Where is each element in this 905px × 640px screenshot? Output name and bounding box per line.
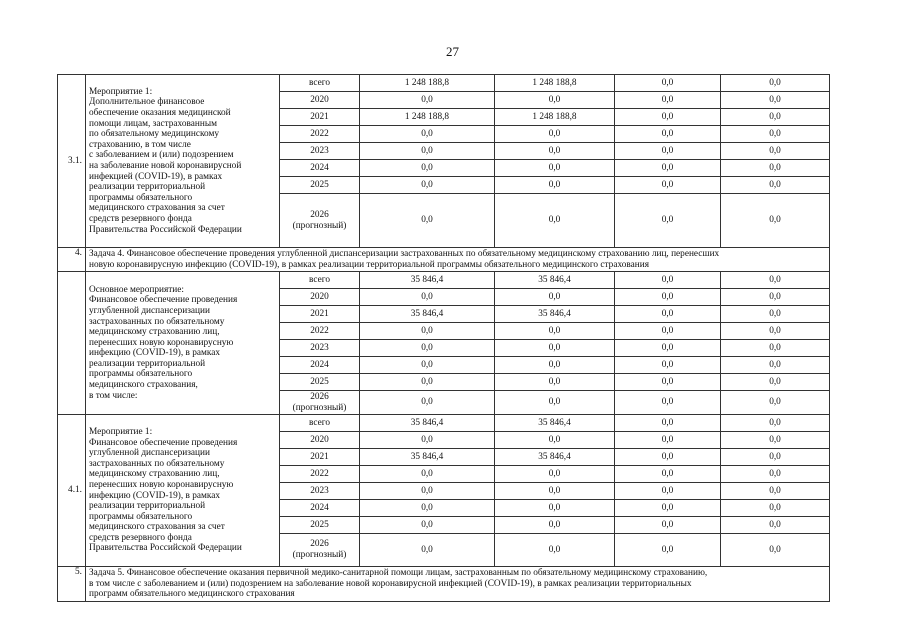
- block-name-line: углубленной диспансеризации: [89, 305, 210, 316]
- block-name-line: средств резервного фонда: [89, 532, 192, 543]
- value-cell: 0,0: [615, 75, 721, 92]
- value-cell: 0,0: [721, 109, 830, 126]
- block-name-line: Правительства Российской Федерации: [89, 543, 242, 554]
- value-cell: 1 248 188,8: [360, 109, 495, 126]
- block-name-line: с заболеванием и (или) подозрением: [89, 150, 234, 161]
- value-cell: 0,0: [721, 306, 830, 323]
- forecast-label: (прогнозный): [292, 550, 347, 560]
- year-2024: 2024: [280, 160, 360, 177]
- block-4-1: [58, 415, 830, 567]
- value-cell: 0,0: [615, 517, 721, 534]
- block-3-1: [58, 75, 830, 248]
- year-2020: 2020: [280, 289, 360, 306]
- block-name-line: Мероприятие 1:: [89, 86, 153, 97]
- value-cell: 35 846,4: [360, 449, 495, 466]
- value-cell: 35 846,4: [495, 306, 615, 323]
- value-cell: 0,0: [721, 194, 830, 248]
- value-cell: 0,0: [615, 374, 721, 391]
- value-cell: 0,0: [721, 391, 830, 415]
- block-name-line: Основное мероприятие:: [89, 284, 184, 295]
- year-2022: 2022: [280, 323, 360, 340]
- value-cell: 0,0: [615, 272, 721, 289]
- forecast-label: (прогнозный): [292, 402, 347, 413]
- value-cell: 0,0: [721, 160, 830, 177]
- value-cell: 0,0: [615, 466, 721, 483]
- value-cell: 0,0: [360, 534, 495, 567]
- block-name-line: Мероприятие 1:: [89, 426, 153, 437]
- year-2026: [280, 194, 360, 248]
- block-name-line: инфекцию (COVID-19), в рамках: [89, 348, 221, 359]
- value-cell: 0,0: [360, 323, 495, 340]
- year-total: всего: [280, 415, 360, 432]
- value-cell: 0,0: [615, 306, 721, 323]
- value-cell: 0,0: [495, 374, 615, 391]
- budget-table: [57, 74, 830, 602]
- block-number: 4.1.: [58, 415, 86, 567]
- block-name-line: инфекцию (COVID-19), в рамках: [89, 490, 221, 501]
- year-total: всего: [280, 75, 360, 92]
- value-cell: 1 248 188,8: [495, 75, 615, 92]
- year-2022: 2022: [280, 466, 360, 483]
- value-cell: 0,0: [721, 534, 830, 567]
- block-name-line: помощи лицам, застрахованным: [89, 118, 217, 129]
- task-text: [86, 248, 830, 272]
- year-2021: 2021: [280, 306, 360, 323]
- value-cell: 0,0: [615, 109, 721, 126]
- value-cell: 0,0: [615, 177, 721, 194]
- block-name-line: медицинского страхования,: [89, 380, 198, 391]
- block-name-line: Финансовое обеспечение проведения: [89, 437, 238, 448]
- value-cell: 0,0: [360, 500, 495, 517]
- page-number: 27: [446, 44, 459, 59]
- value-cell: 0,0: [360, 340, 495, 357]
- value-cell: 0,0: [615, 391, 721, 415]
- value-cell: 0,0: [495, 483, 615, 500]
- block-name-line: Правительства Российской Федерации: [89, 224, 242, 235]
- value-cell: 0,0: [721, 126, 830, 143]
- task-number: 4.: [58, 248, 86, 272]
- year-2022: 2022: [280, 126, 360, 143]
- value-cell: 0,0: [721, 432, 830, 449]
- year-2025: 2025: [280, 374, 360, 391]
- value-cell: 0,0: [721, 143, 830, 160]
- value-cell: 0,0: [495, 194, 615, 248]
- value-cell: 0,0: [721, 483, 830, 500]
- year-total: всего: [280, 272, 360, 289]
- value-cell: 0,0: [721, 177, 830, 194]
- task-line: новую коронавирусную инфекцию (COVID-19), в рамках реализации территориальной программы обязательного медицинского страхования: [89, 259, 650, 270]
- task-line: Задача 4. Финансовое обеспечение проведения углубленной диспансеризации застрахованных по обязательному медицинскому страхованию лиц, перенесших: [89, 248, 720, 259]
- value-cell: 0,0: [495, 92, 615, 109]
- year-2021: 2021: [280, 449, 360, 466]
- block-name-line: углубленной диспансеризации: [89, 448, 210, 459]
- block-name: [86, 75, 280, 248]
- value-cell: 0,0: [615, 357, 721, 374]
- year-2023: 2023: [280, 340, 360, 357]
- value-cell: 35 846,4: [495, 449, 615, 466]
- block-name: [86, 415, 280, 567]
- value-cell: 0,0: [615, 500, 721, 517]
- block-name-line: программы обязательного: [89, 511, 193, 522]
- year-2021: 2021: [280, 109, 360, 126]
- block-name-line: обеспечение оказания медицинской: [89, 108, 231, 119]
- value-cell: 0,0: [721, 500, 830, 517]
- value-cell: 0,0: [360, 177, 495, 194]
- value-cell: 0,0: [360, 391, 495, 415]
- year-2026-label: 2026: [310, 391, 329, 402]
- value-cell: 0,0: [615, 432, 721, 449]
- block-name-line: реализации территориальной: [89, 501, 206, 512]
- task-line: программ обязательного медицинского страхования: [89, 589, 295, 600]
- value-cell: 0,0: [495, 466, 615, 483]
- value-cell: 0,0: [721, 374, 830, 391]
- value-cell: 0,0: [721, 92, 830, 109]
- block-name-line: застрахованных по обязательному: [89, 316, 225, 327]
- value-cell: 0,0: [360, 357, 495, 374]
- block-name-line: перенесших новую коронавирусную: [89, 479, 234, 490]
- value-cell: 0,0: [360, 483, 495, 500]
- block-main-event: [58, 272, 830, 415]
- year-2020: 2020: [280, 92, 360, 109]
- value-cell: 0,0: [495, 177, 615, 194]
- value-cell: 0,0: [495, 517, 615, 534]
- block-name-line: по обязательному медицинскому: [89, 129, 219, 140]
- task-line: Задача 5. Финансовое обеспечение оказания первичной медико-санитарной помощи лицам, застрахованным по обязательному медицинскому страхованию,: [89, 567, 708, 578]
- block-name-line: медицинскому страхованию лиц,: [89, 469, 220, 480]
- value-cell: 0,0: [360, 374, 495, 391]
- block-name-line: медицинского страхования за счет: [89, 203, 225, 214]
- value-cell: 0,0: [615, 289, 721, 306]
- task-4: [58, 248, 830, 272]
- year-2024: 2024: [280, 357, 360, 374]
- value-cell: 35 846,4: [360, 415, 495, 432]
- value-cell: 0,0: [360, 194, 495, 248]
- value-cell: 0,0: [360, 466, 495, 483]
- year-2024: 2024: [280, 500, 360, 517]
- value-cell: 35 846,4: [360, 306, 495, 323]
- block-name-line: реализации территориальной: [89, 182, 206, 193]
- value-cell: 0,0: [721, 272, 830, 289]
- value-cell: 0,0: [721, 466, 830, 483]
- value-cell: 0,0: [495, 534, 615, 567]
- value-cell: 0,0: [615, 340, 721, 357]
- value-cell: 1 248 188,8: [495, 109, 615, 126]
- year-2025: 2025: [280, 517, 360, 534]
- forecast-label: (прогнозный): [292, 220, 347, 231]
- value-cell: 0,0: [615, 323, 721, 340]
- block-name-line: перенесших новую коронавирусную: [89, 337, 234, 348]
- block-name-line: страхованию, в том числе: [89, 139, 191, 150]
- block-name-line: медицинскому страхованию лиц,: [89, 327, 220, 338]
- value-cell: 0,0: [495, 432, 615, 449]
- value-cell: 35 846,4: [495, 272, 615, 289]
- year-2025: 2025: [280, 177, 360, 194]
- value-cell: 0,0: [615, 194, 721, 248]
- year-2026-label: 2026: [310, 539, 329, 550]
- block-name-line: средств резервного фонда: [89, 213, 192, 224]
- value-cell: 0,0: [360, 92, 495, 109]
- year-2023: 2023: [280, 143, 360, 160]
- value-cell: 0,0: [360, 517, 495, 534]
- value-cell: 0,0: [721, 75, 830, 92]
- value-cell: 1 248 188,8: [360, 75, 495, 92]
- block-name-line: на заболевание новой коронавирусной: [89, 161, 242, 171]
- value-cell: 0,0: [495, 500, 615, 517]
- year-2020: 2020: [280, 432, 360, 449]
- value-cell: 0,0: [495, 391, 615, 415]
- value-cell: 0,0: [360, 126, 495, 143]
- value-cell: 0,0: [495, 160, 615, 177]
- block-name-line: реализации территориальной: [89, 358, 206, 369]
- task-line: в том числе с заболеванием и (или) подозрением на заболевание новой коронавирусной инфекцией (COVID-19), в рамках реализации территориальных: [89, 578, 692, 589]
- value-cell: 0,0: [721, 289, 830, 306]
- value-cell: 0,0: [495, 357, 615, 374]
- value-cell: 0,0: [360, 289, 495, 306]
- task-number: 5.: [58, 567, 86, 602]
- block-number: [58, 272, 86, 415]
- value-cell: 0,0: [615, 534, 721, 567]
- value-cell: 35 846,4: [360, 272, 495, 289]
- value-cell: 0,0: [721, 357, 830, 374]
- block-number: 3.1.: [58, 75, 86, 248]
- value-cell: 0,0: [721, 323, 830, 340]
- block-name-line: в том числе:: [89, 390, 138, 401]
- value-cell: 0,0: [360, 160, 495, 177]
- block-name-line: Дополнительное финансовое: [89, 97, 205, 108]
- year-2026: [280, 391, 360, 415]
- block-name-line: программы обязательного: [89, 192, 193, 203]
- value-cell: 0,0: [615, 143, 721, 160]
- block-name-line: программы обязательного: [89, 369, 193, 380]
- value-cell: 0,0: [615, 483, 721, 500]
- value-cell: 0,0: [615, 126, 721, 143]
- year-2026-label: 2026: [310, 209, 329, 220]
- value-cell: 0,0: [495, 289, 615, 306]
- value-cell: 0,0: [721, 449, 830, 466]
- value-cell: 0,0: [721, 415, 830, 432]
- block-name-line: Финансовое обеспечение проведения: [89, 295, 238, 306]
- value-cell: 0,0: [615, 449, 721, 466]
- value-cell: 0,0: [721, 517, 830, 534]
- value-cell: 0,0: [495, 143, 615, 160]
- value-cell: 35 846,4: [495, 415, 615, 432]
- value-cell: 0,0: [721, 340, 830, 357]
- block-name-line: застрахованных по обязательному: [89, 458, 225, 469]
- value-cell: 0,0: [615, 160, 721, 177]
- value-cell: 0,0: [360, 432, 495, 449]
- value-cell: 0,0: [495, 340, 615, 357]
- value-cell: 0,0: [495, 126, 615, 143]
- block-name: [86, 272, 280, 415]
- value-cell: 0,0: [615, 92, 721, 109]
- block-name-line: медицинского страхования за счет: [89, 522, 225, 533]
- task-5: [58, 567, 830, 602]
- year-2026: [280, 534, 360, 567]
- value-cell: 0,0: [615, 415, 721, 432]
- task-text: [86, 567, 830, 602]
- value-cell: 0,0: [495, 323, 615, 340]
- block-name-line: инфекцией (COVID-19), в рамках: [89, 171, 223, 182]
- year-2023: 2023: [280, 483, 360, 500]
- value-cell: 0,0: [360, 143, 495, 160]
